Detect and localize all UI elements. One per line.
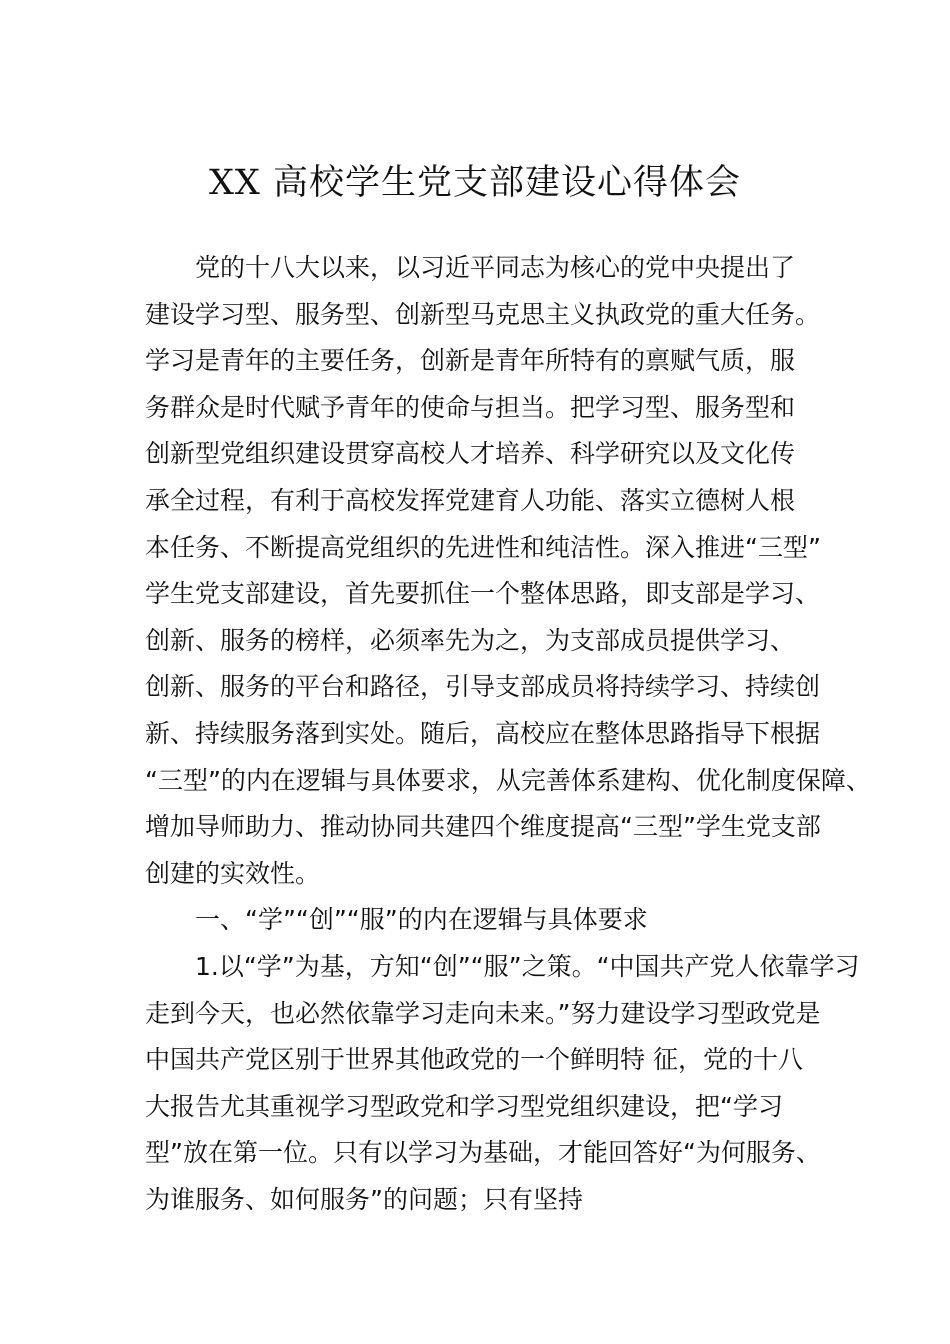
body-text-line: 增加导师助力、推动协同共建四个维度提高“三型”学生党支部 xyxy=(145,812,821,842)
body-text-line: 建设学习型、服务型、创新型马克思主义执政党的重大任务。 xyxy=(145,299,821,329)
body-text-line: 创新、服务的平台和路径，引导支部成员将持续学习、持续创 xyxy=(145,672,821,702)
body-text-line: 走到今天，也必然依靠学习走向未来。”努力建设学习型政党是 xyxy=(145,998,821,1028)
body-text-line: 中国共产党区别于世界其他政党的一个鲜明特 征，党的十八 xyxy=(145,1045,803,1075)
body-text-line: 一、“学”“创”“服”的内在逻辑与具体要求 xyxy=(195,905,648,935)
body-text-line: 新、持续服务落到实处。随后，高校应在整体思路指导下根据 xyxy=(145,718,821,748)
document-body xyxy=(145,245,871,1223)
body-text-line: 1.以“学”为基，方知“创”“服”之策。“中国共产党人依靠学习 xyxy=(195,951,860,981)
body-text-line: “三型”的内在逻辑与具体要求，从完善体系建构、优化制度保障、 xyxy=(145,765,871,795)
body-text-line: 为谁服务、如何服务”的问题；只有坚持 xyxy=(145,1184,583,1214)
document-title: XX 高校学生党支部建设心得体会 xyxy=(209,163,741,203)
body-text-line: 学习是青年的主要任务，创新是青年所特有的禀赋气质，服 xyxy=(145,346,796,376)
body-text-line: 承全过程，有利于高校发挥党建育人功能、落实立德树人根 xyxy=(145,485,796,515)
body-text-line: 本任务、不断提高党组织的先进性和纯洁性。深入推进“三型” xyxy=(145,532,821,562)
body-text-line: 创建的实效性。 xyxy=(145,858,321,888)
body-text-line: 创新、服务的榜样，必须率先为之，为支部成员提供学习、 xyxy=(145,625,796,655)
body-text-line: 学生党支部建设，首先要抓住一个整体思路，即支部是学习、 xyxy=(145,579,821,609)
body-text-line: 大报告尤其重视学习型政党和学习型党组织建设，把“学习 xyxy=(145,1091,783,1121)
body-text-line: 型”放在第一位。只有以学习为基础，才能回答好“为何服务、 xyxy=(145,1138,821,1168)
body-text-line: 党的十八大以来，以习近平同志为核心的党中央提出了 xyxy=(195,253,796,282)
body-text-line: 务群众是时代赋予青年的使命与担当。把学习型、服务型和 xyxy=(145,392,796,422)
body-text-line: 创新型党组织建设贯穿高校人才培养、科学研究以及文化传 xyxy=(145,439,796,469)
